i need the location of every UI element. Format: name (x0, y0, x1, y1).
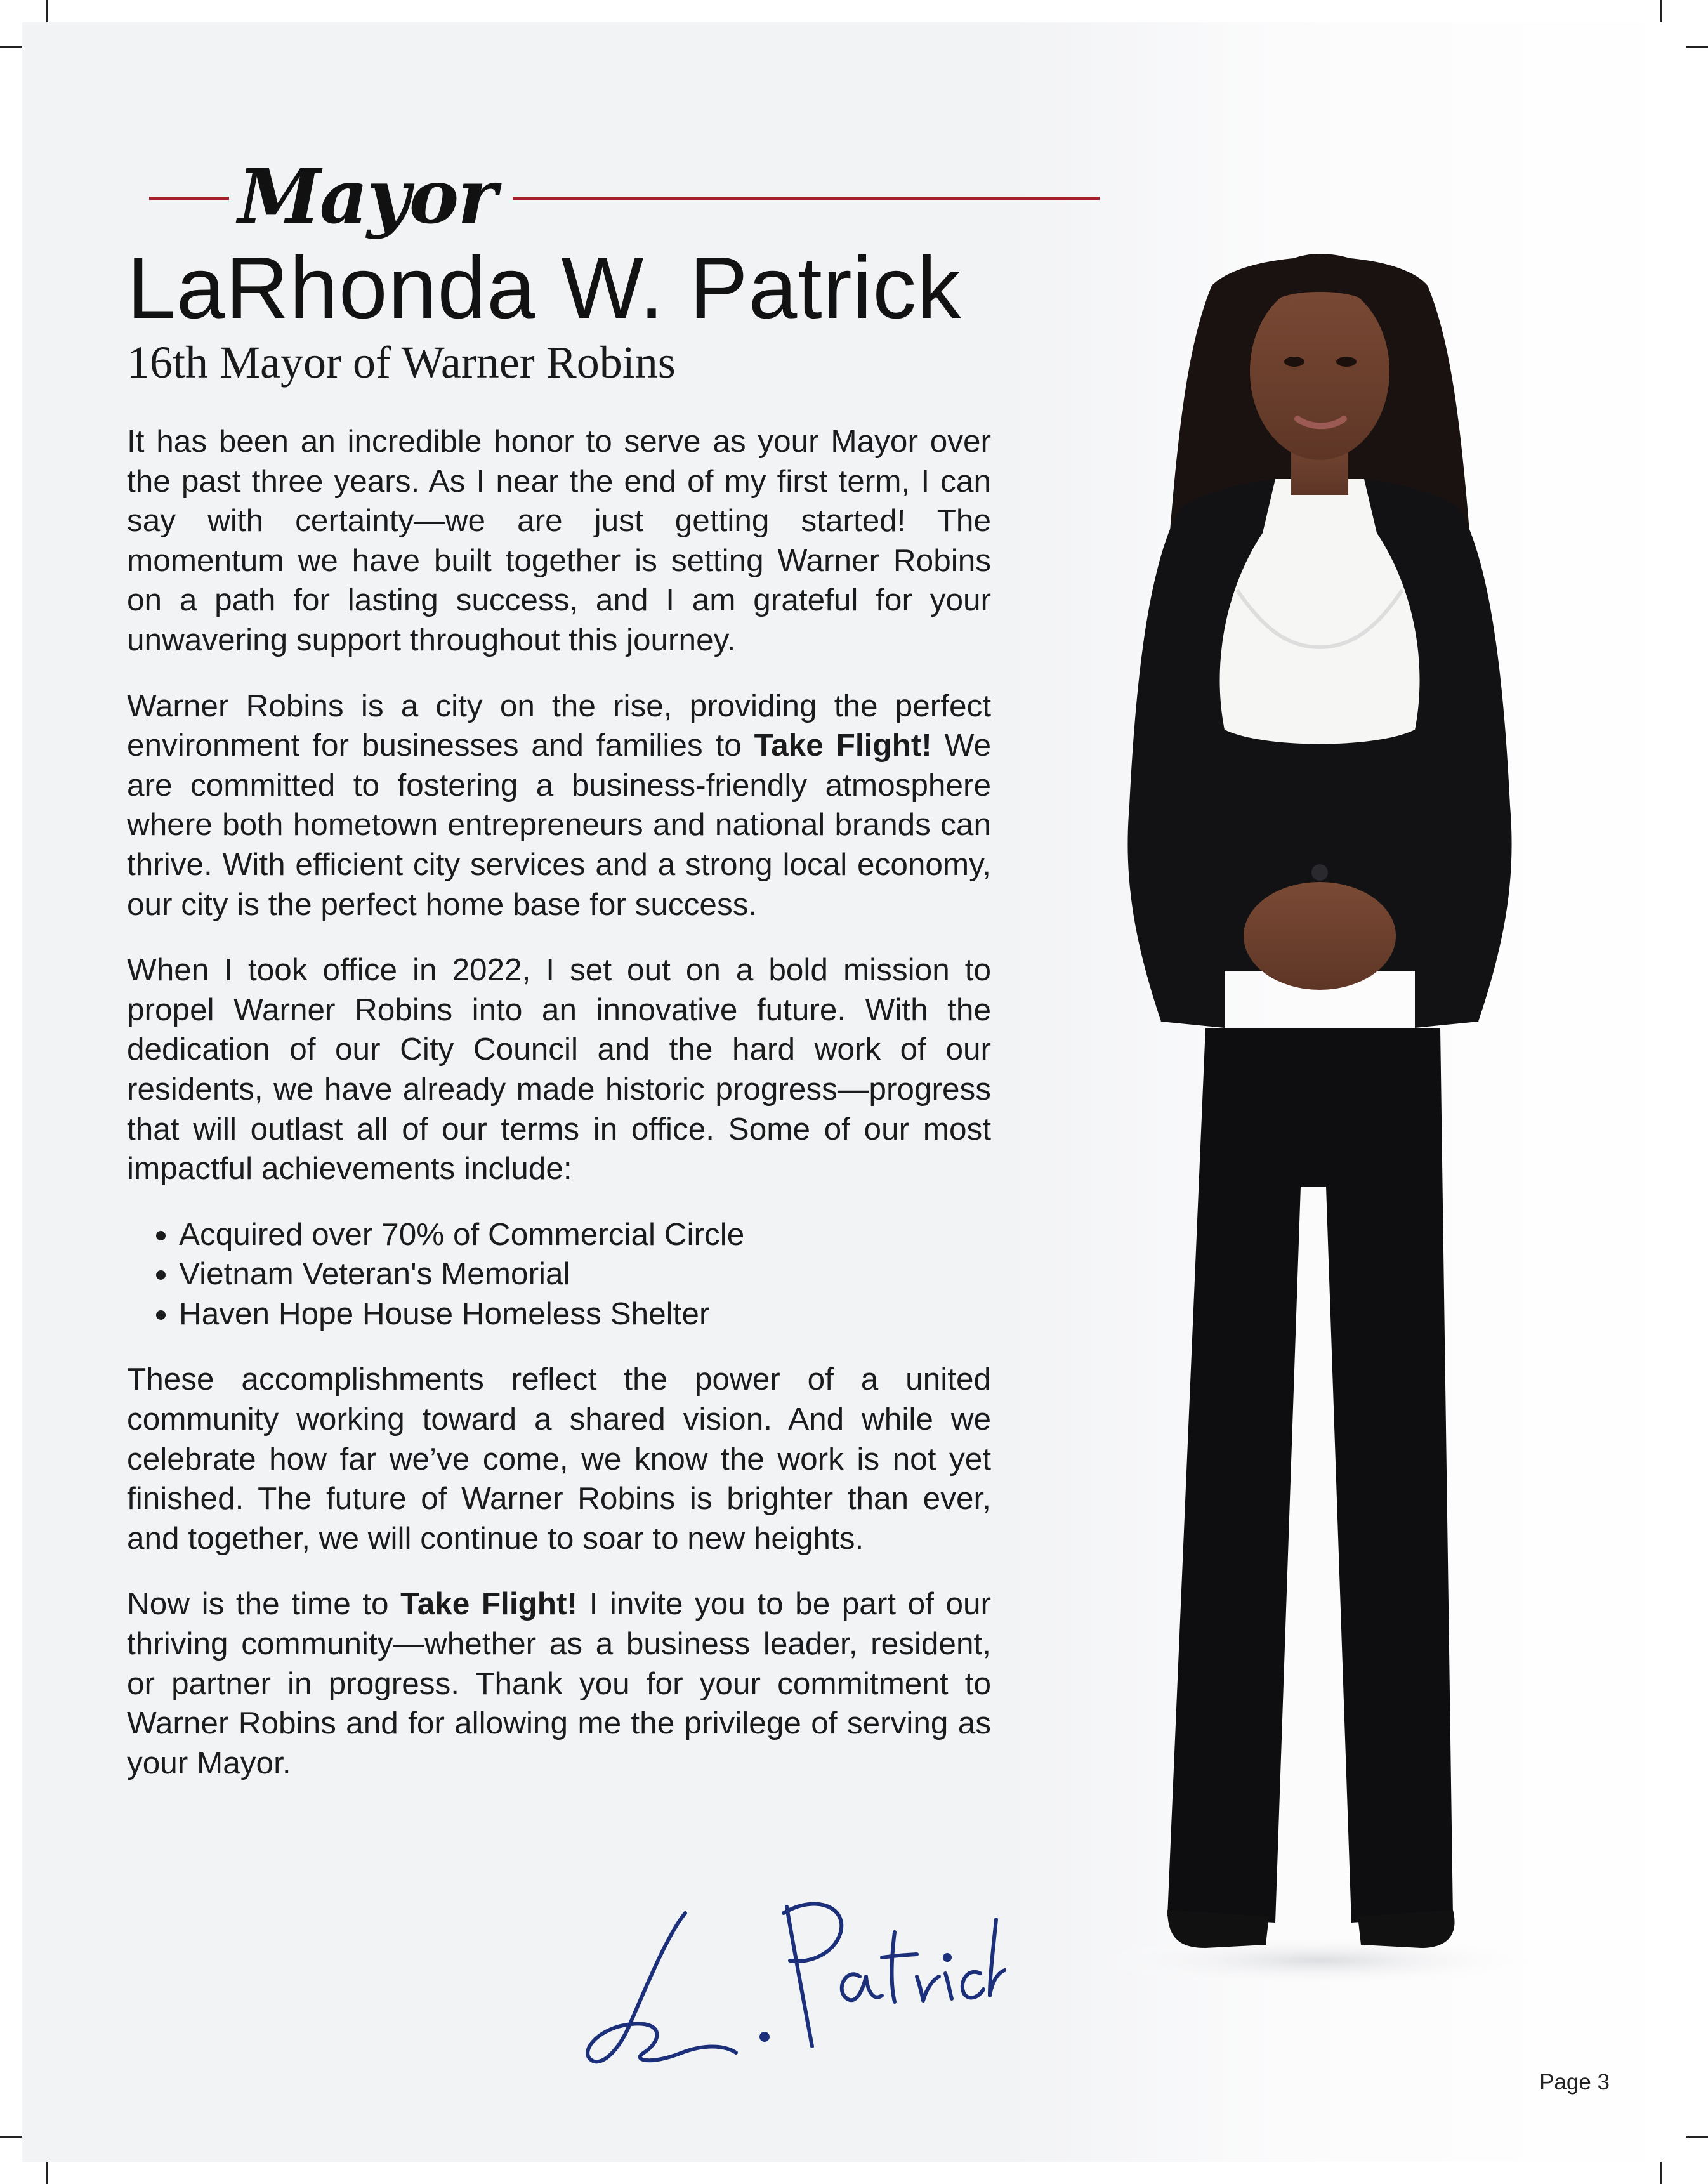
crop-mark-tl-v (46, 0, 48, 22)
achievements-list (127, 1215, 991, 1334)
paragraph-5 (127, 1584, 991, 1783)
paragraph-4: These accomplishments reflect the power of a united community working toward a shared vision. And while we celebrate how far we’ve come, we know the work is not yet finished. The future of Warner Robins is brighter than ever, and together, we will continue to soar to new heights. (127, 1362, 991, 1556)
letter-body (127, 422, 991, 1809)
page-number: Page 3 (1539, 2070, 1610, 2095)
kicker-rule-right (513, 197, 1100, 200)
paragraph-5-lead: Now is the time to (127, 1586, 401, 1622)
crop-mark-tr-v (1660, 0, 1662, 22)
crop-mark-bl-v (46, 2162, 48, 2184)
mayor-portrait (1022, 235, 1618, 1986)
page-title: LaRhonda W. Patrick (127, 239, 962, 337)
paragraph-2-lead: Warner Robins is a city on the rise, providing the perfect environment for businesses and families to (127, 688, 991, 763)
page-subtitle: 16th Mayor of Warner Robins (127, 337, 676, 388)
kicker-row (127, 152, 990, 240)
crop-mark-br-v (1660, 2162, 1662, 2184)
crop-mark-br-h (1686, 2136, 1708, 2138)
paragraph-3: When I took office in 2022, I set out on a bold mission to propel Warner Robins into an innovative future. With the dedication of our City Council and the hard work of our residents, we have already made historic progress—progress that will outlast all of our terms in office. Some of our most impactful achievements include: (127, 952, 991, 1187)
crop-mark-tr-h (1686, 46, 1708, 48)
list-item: • Haven Hope House Homeless Shelter (179, 1294, 991, 1334)
crop-mark-tl-h (0, 46, 22, 48)
list-item: • Acquired over 70% of Commercial Circle (179, 1215, 991, 1255)
paragraph-5-rest: I invite you to be part of our thriving community—whether as a business leader, resident, or partner in progress. Thank you for your commitment to Warner Robins and for allowing me the privilege of serving as your Mayor. (127, 1586, 991, 1780)
kicker-rule-left (149, 197, 229, 200)
signature (574, 1894, 1006, 2084)
paragraph-1: It has been an incredible honor to serve as your Mayor over the past three years. As I near the end of my first term, I can say with certainty—we are just getting started! The momentum we have built together is setting Warner Robins on a path for lasting success, and I am grateful for your unwavering support throughout this journey. (127, 424, 991, 657)
list-item: • Vietnam Veteran's Memorial (179, 1254, 991, 1294)
paragraph-2 (127, 687, 991, 925)
take-flight-emphasis: Take Flight! (754, 728, 932, 763)
paragraph-2-rest: We are committed to fostering a business-friendly atmosphere where both hometown entrepreneurs and national brands can thrive. With efficient city services and a strong local economy, our city is the perfect home base for success. (127, 728, 992, 922)
crop-mark-bl-h (0, 2136, 22, 2138)
take-flight-emphasis: Take Flight! (400, 1586, 578, 1622)
page-kicker: Mayor (238, 152, 496, 240)
